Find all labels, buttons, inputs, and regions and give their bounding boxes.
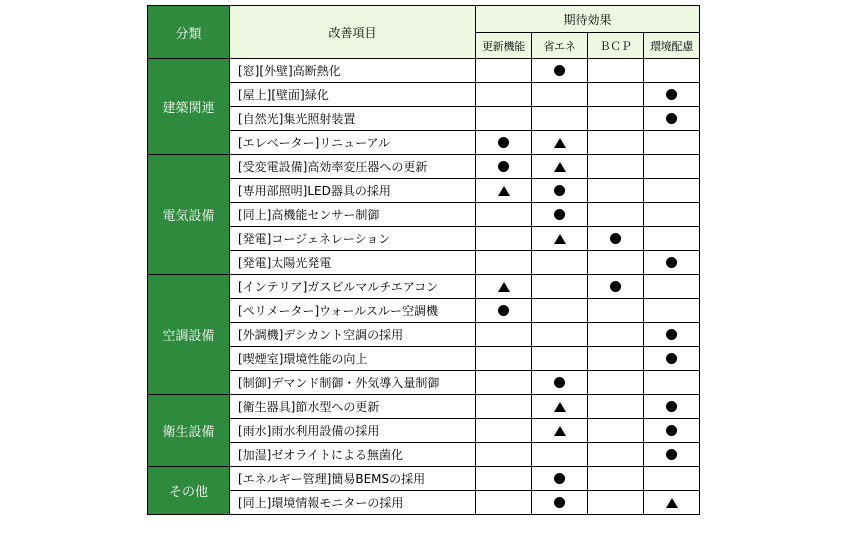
header-effect-renewal: 更新機能 <box>476 33 532 59</box>
effect-mark-cell <box>644 203 700 227</box>
effect-mark-cell <box>476 443 532 467</box>
effect-mark-cell <box>532 323 588 347</box>
table-row <box>148 299 700 323</box>
effect-mark-cell <box>532 179 588 203</box>
effects-table <box>147 5 700 515</box>
effect-mark-cell <box>644 83 700 107</box>
effect-mark-cell <box>588 59 644 83</box>
item-cell: [ペリメーター]ウォールスルー空調機 <box>230 299 476 323</box>
table-row <box>148 203 700 227</box>
effect-mark-cell <box>588 467 644 491</box>
item-cell: [エレベーター]リニューアル <box>230 131 476 155</box>
item-cell: [雨水]雨水利用設備の採用 <box>230 419 476 443</box>
effect-mark-cell <box>588 299 644 323</box>
table-row <box>148 275 700 299</box>
effect-mark-cell <box>588 395 644 419</box>
header-effect-energy-saving: 省エネ <box>532 33 588 59</box>
circle-mark-icon <box>666 329 677 340</box>
effect-mark-cell <box>532 107 588 131</box>
effect-mark-cell <box>476 59 532 83</box>
effect-mark-cell <box>644 443 700 467</box>
circle-mark-icon <box>666 353 677 364</box>
effect-mark-cell <box>588 371 644 395</box>
effect-mark-cell <box>644 371 700 395</box>
triangle-mark-icon <box>554 138 566 148</box>
effect-mark-cell <box>532 251 588 275</box>
effect-mark-cell <box>532 347 588 371</box>
effect-mark-cell <box>644 227 700 251</box>
effect-mark-cell <box>588 155 644 179</box>
circle-mark-icon <box>666 401 677 412</box>
effect-mark-cell <box>644 347 700 371</box>
effect-mark-cell <box>588 275 644 299</box>
category-cell: 空調設備 <box>148 275 230 395</box>
effect-mark-cell <box>588 83 644 107</box>
effect-mark-cell <box>532 491 588 515</box>
category-cell: 衛生設備 <box>148 395 230 467</box>
effect-mark-cell <box>476 107 532 131</box>
header-effect-bcp: ＢＣＰ <box>588 33 644 59</box>
item-cell: [同上]高機能センサー制御 <box>230 203 476 227</box>
effect-mark-cell <box>588 251 644 275</box>
item-cell: [外調機]デシカント空調の採用 <box>230 323 476 347</box>
effect-mark-cell <box>476 491 532 515</box>
item-cell: [窓][外壁]高断熱化 <box>230 59 476 83</box>
effect-mark-cell <box>532 299 588 323</box>
effect-mark-cell <box>588 203 644 227</box>
effect-mark-cell <box>476 227 532 251</box>
item-cell: [制御]デマンド制御・外気導入量制御 <box>230 371 476 395</box>
effect-mark-cell <box>476 299 532 323</box>
effect-mark-cell <box>532 83 588 107</box>
table-row <box>148 323 700 347</box>
table-row <box>148 59 700 83</box>
effect-mark-cell <box>532 275 588 299</box>
table-row <box>148 419 700 443</box>
circle-mark-icon <box>554 185 565 196</box>
effect-mark-cell <box>644 395 700 419</box>
item-cell: [衛生器具]節水型への更新 <box>230 395 476 419</box>
table-row <box>148 131 700 155</box>
circle-mark-icon <box>498 161 509 172</box>
effect-mark-cell <box>476 371 532 395</box>
effect-mark-cell <box>588 179 644 203</box>
effect-mark-cell <box>532 59 588 83</box>
effect-mark-cell <box>644 299 700 323</box>
effect-mark-cell <box>476 179 532 203</box>
effect-mark-cell <box>644 419 700 443</box>
table-row <box>148 491 700 515</box>
category-cell: その他 <box>148 467 230 515</box>
circle-mark-icon <box>666 425 677 436</box>
effect-mark-cell <box>532 155 588 179</box>
header-category: 分類 <box>148 6 230 59</box>
circle-mark-icon <box>554 497 565 508</box>
circle-mark-icon <box>666 257 677 268</box>
item-cell: [受変電設備]高効率変圧器への更新 <box>230 155 476 179</box>
effect-mark-cell <box>644 491 700 515</box>
effect-mark-cell <box>532 131 588 155</box>
effect-mark-cell <box>476 155 532 179</box>
effect-mark-cell <box>644 467 700 491</box>
effect-mark-cell <box>644 251 700 275</box>
circle-mark-icon <box>554 65 565 76</box>
item-cell: [エネルギー管理]簡易BEMSの採用 <box>230 467 476 491</box>
effect-mark-cell <box>532 395 588 419</box>
header-effect-environment: 環境配慮 <box>644 33 700 59</box>
effect-mark-cell <box>476 419 532 443</box>
effect-mark-cell <box>476 395 532 419</box>
table-row <box>148 251 700 275</box>
table-row <box>148 227 700 251</box>
effect-mark-cell <box>476 467 532 491</box>
effect-mark-cell <box>644 323 700 347</box>
item-cell: [加湿]ゼオライトによる無菌化 <box>230 443 476 467</box>
circle-mark-icon <box>610 281 621 292</box>
effect-mark-cell <box>532 227 588 251</box>
effect-mark-cell <box>644 59 700 83</box>
table-row <box>148 467 700 491</box>
triangle-mark-icon <box>554 234 566 244</box>
effect-mark-cell <box>476 251 532 275</box>
triangle-mark-icon <box>498 186 510 196</box>
table-row <box>148 155 700 179</box>
circle-mark-icon <box>666 89 677 100</box>
table-row <box>148 83 700 107</box>
effect-mark-cell <box>644 275 700 299</box>
effect-mark-cell <box>476 131 532 155</box>
effect-mark-cell <box>588 491 644 515</box>
item-cell: [屋上][壁面]緑化 <box>230 83 476 107</box>
effect-mark-cell <box>644 131 700 155</box>
circle-mark-icon <box>498 305 509 316</box>
effect-mark-cell <box>476 83 532 107</box>
item-cell: [喫煙室]環境性能の向上 <box>230 347 476 371</box>
effect-mark-cell <box>588 323 644 347</box>
header-item: 改善項目 <box>230 6 476 59</box>
effect-mark-cell <box>476 203 532 227</box>
effect-mark-cell <box>532 371 588 395</box>
effect-mark-cell <box>588 131 644 155</box>
circle-mark-icon <box>666 113 677 124</box>
triangle-mark-icon <box>554 162 566 172</box>
effect-mark-cell <box>644 179 700 203</box>
effect-mark-cell <box>588 107 644 131</box>
effect-mark-cell <box>476 275 532 299</box>
table-row <box>148 107 700 131</box>
effect-mark-cell <box>588 419 644 443</box>
category-cell: 建築関連 <box>148 59 230 155</box>
effect-mark-cell <box>588 443 644 467</box>
item-cell: [同上]環境情報モニターの採用 <box>230 491 476 515</box>
table-row <box>148 371 700 395</box>
effect-mark-cell <box>476 347 532 371</box>
table-row <box>148 395 700 419</box>
triangle-mark-icon <box>498 282 510 292</box>
circle-mark-icon <box>554 209 565 220</box>
effect-mark-cell <box>476 323 532 347</box>
circle-mark-icon <box>498 137 509 148</box>
item-cell: [自然光]集光照射装置 <box>230 107 476 131</box>
effect-mark-cell <box>532 419 588 443</box>
item-cell: [発電]太陽光発電 <box>230 251 476 275</box>
effect-mark-cell <box>644 155 700 179</box>
category-cell: 電気設備 <box>148 155 230 275</box>
effect-mark-cell <box>588 227 644 251</box>
table-row <box>148 347 700 371</box>
triangle-mark-icon <box>666 498 678 508</box>
circle-mark-icon <box>554 473 565 484</box>
triangle-mark-icon <box>554 402 566 412</box>
header-effects-group: 期待効果 <box>476 6 700 33</box>
table-body <box>148 59 700 515</box>
item-cell: [インテリア]ガスビルマルチエアコン <box>230 275 476 299</box>
circle-mark-icon <box>610 233 621 244</box>
item-cell: [発電]コージェネレーション <box>230 227 476 251</box>
item-cell: [専用部照明]LED器具の採用 <box>230 179 476 203</box>
table-row <box>148 179 700 203</box>
effect-mark-cell <box>644 107 700 131</box>
table-row <box>148 443 700 467</box>
effect-mark-cell <box>532 443 588 467</box>
effect-mark-cell <box>588 347 644 371</box>
triangle-mark-icon <box>554 426 566 436</box>
circle-mark-icon <box>554 377 565 388</box>
effect-mark-cell <box>532 203 588 227</box>
circle-mark-icon <box>666 449 677 460</box>
effect-mark-cell <box>532 467 588 491</box>
